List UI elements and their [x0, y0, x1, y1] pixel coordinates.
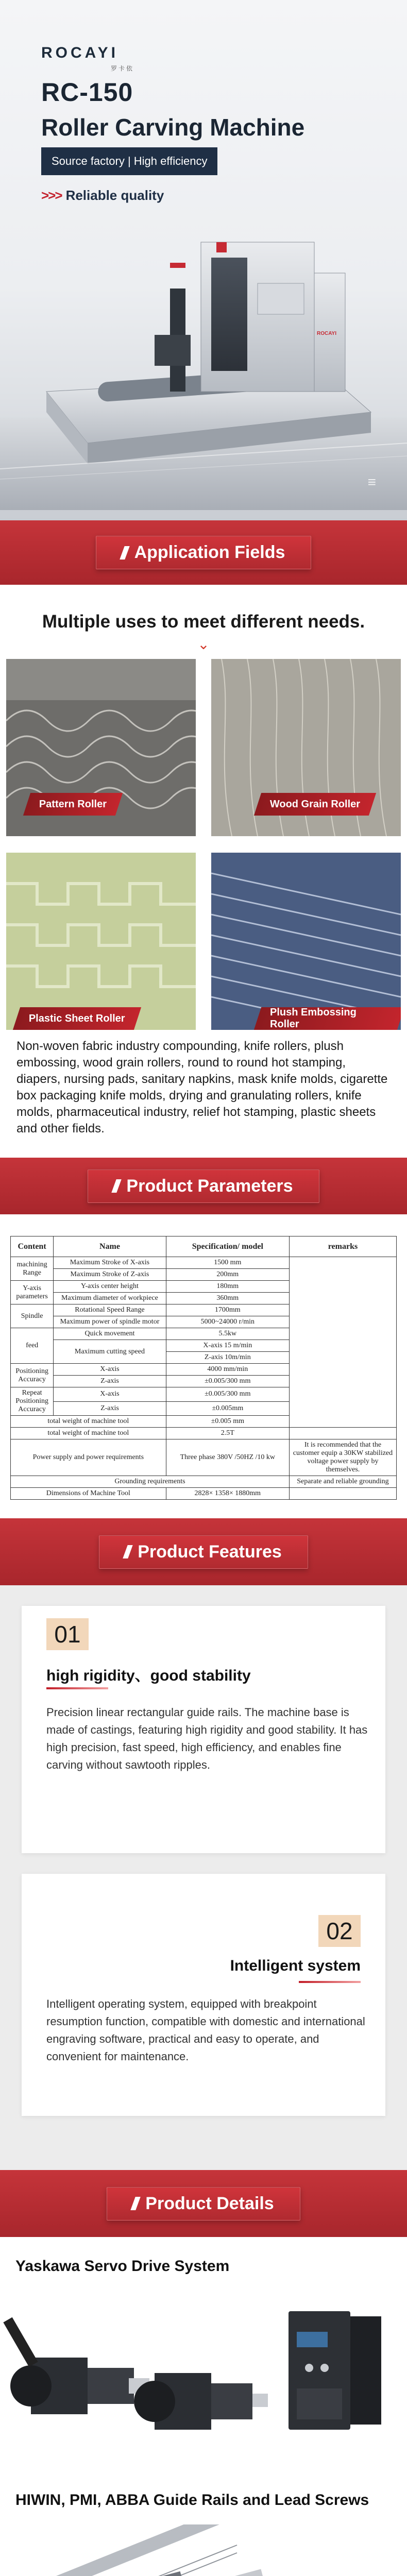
table-cell: Z-axis [54, 1401, 166, 1416]
details-banner [0, 2170, 407, 2237]
detail-title-guide-rails: HIWIN, PMI, ABBA Guide Rails and Lead Screws [15, 2492, 369, 2509]
machine-nameplate: ROCAYI [317, 331, 336, 336]
table-cell: 360mm [166, 1293, 289, 1304]
feature-card-1 [22, 1606, 385, 1853]
features-section [0, 1518, 407, 2170]
feature-title: Intelligent system [230, 1957, 361, 1974]
table-cell: total weight of machine tool [11, 1416, 166, 1428]
application-banner [0, 520, 407, 585]
table-cell: ±0.005/300 mm [166, 1387, 289, 1402]
guide-rails-illustration [0, 2524, 407, 2576]
application-title: Application Fields [134, 543, 285, 562]
table-cell: Z-axis [54, 1376, 166, 1387]
table-row [11, 1428, 397, 1439]
feature-text: Precision linear rectangular guide rails. The machine base is made of castings, featuring high rigidity and good stability. It has high precision, fast speed, high efficiency, and enables fine carving without sawtooth ripples. [46, 1706, 368, 1771]
app-label-text: Pattern Roller [39, 798, 107, 810]
plastic-sheet-roller-image [6, 853, 196, 1030]
table-header: Name [54, 1236, 166, 1257]
pattern-roller-card [6, 659, 196, 836]
table-cell: Maximum power of spindle motor [54, 1316, 166, 1328]
parameters-table-wrap [0, 1214, 407, 1500]
wood-grain-roller-card [211, 659, 401, 836]
feature-title: high rigidity、good stability [46, 1667, 251, 1684]
table-cell: ±0.005/300 mm [166, 1376, 289, 1387]
table-cell: 5.5kw [166, 1328, 289, 1340]
machine-image [0, 222, 407, 510]
application-description: Non-woven fabric industry compounding, knife rollers, plush embossing, wood grain rollers, round to round hot stamping, diapers, nursing pads, sanitary napkins, mask knife molds, cigarette box packaging knife molds, drying and granulating rollers, knife molds, pharmaceutical industry, relief hot stamping, plastic sheets and other fields. [16, 1039, 388, 1136]
servo-motor-illustration [0, 2296, 407, 2466]
table-cell: Separate and reliable grounding [289, 1476, 396, 1488]
banner-slash-icon [112, 1179, 122, 1193]
table-cell: Maximum Stroke of Z-axis [54, 1269, 166, 1281]
servo-drive-image [0, 2296, 407, 2466]
table-cell [289, 1488, 396, 1500]
table-cell: Three phase 380V /50HZ /10 kw [166, 1439, 289, 1476]
product-title: Roller Carving Machine [41, 114, 305, 141]
table-header: remarks [289, 1236, 396, 1257]
table-cell: Maximum diameter of workpiece [54, 1293, 166, 1304]
feature-underline [299, 1981, 361, 1983]
details-banner-pill [107, 2187, 300, 2221]
table-cell: 1500 mm [166, 1257, 289, 1269]
product-model: RC-150 [41, 78, 133, 107]
app-label-text: Plastic Sheet Roller [29, 1012, 125, 1024]
banner-slash-icon [123, 1545, 132, 1558]
parameters-banner [0, 1158, 407, 1214]
table-cell: total weight of machine tool [11, 1428, 166, 1439]
guide-rails-image [0, 2524, 407, 2576]
table-cell: feed [11, 1328, 54, 1364]
details-section [0, 2170, 407, 2576]
table-cell [289, 1428, 396, 1439]
app-label-plush-embossing [254, 1007, 401, 1030]
table-cell: 180mm [166, 1281, 289, 1293]
table-header: Specification/ model [166, 1236, 289, 1257]
feature-number: 01 [46, 1618, 89, 1650]
brand-cn: 罗卡依 [111, 65, 134, 72]
feature-card-2 [22, 1874, 385, 2116]
app-label-text: Wood Grain Roller [270, 798, 361, 810]
feature-text: Intelligent operating system, equipped with breakpoint resumption function, compatible with domestic and international engraving software, practical and easy to operate, and convenient for maintenance. [46, 1997, 365, 2063]
table-cell: 4000 mm/min [166, 1364, 289, 1376]
table-header: Content [11, 1236, 54, 1257]
table-cell: It is recommended that the customer equip a 30KW stabilized voltage power supply by themselves. [289, 1439, 396, 1476]
table-cell: X-axis [54, 1387, 166, 1402]
table-cell [289, 1257, 396, 1428]
table-cell: Grounding requirements [11, 1476, 290, 1488]
table-cell: Maximum Stroke of X-axis [54, 1257, 166, 1269]
table-cell: Power supply and power requirements [11, 1439, 166, 1476]
table-cell: Rotational Speed Range [54, 1304, 166, 1316]
table-cell: Maximum cutting speed [54, 1340, 166, 1364]
reliable-quality [41, 188, 164, 204]
plush-embossing-roller-image [211, 853, 401, 1030]
plastic-sheet-roller-card [6, 853, 196, 1030]
table-cell: Positioning Accuracy [11, 1364, 54, 1387]
app-label-plastic-sheet [13, 1007, 141, 1030]
app-label-wood-grain [254, 793, 376, 816]
reliable-text: Reliable quality [65, 188, 164, 203]
table-cell: X-axis 15 m/min [166, 1340, 289, 1352]
table-row [11, 1488, 397, 1500]
banner-slash-icon [120, 546, 129, 560]
table-cell: Dimensions of Machine Tool [11, 1488, 166, 1500]
table-cell: Y-axis parameters [11, 1281, 54, 1304]
table-cell: machining Range [11, 1257, 54, 1281]
application-banner-pill [96, 536, 312, 569]
menu-lines-icon: ≡ [367, 474, 376, 490]
parameters-title: Product Parameters [126, 1176, 293, 1196]
feature-number: 02 [318, 1915, 361, 1947]
application-grid [0, 659, 407, 1030]
application-section [0, 520, 407, 1137]
detail-title-servo: Yaskawa Servo Drive System [15, 2258, 230, 2275]
brand-logo [41, 44, 118, 62]
table-cell: 2.5T [166, 1428, 289, 1439]
features-banner-pill [99, 1535, 308, 1569]
table-cell: 2828× 1358× 1880mm [166, 1488, 289, 1500]
details-title: Product Details [145, 2193, 274, 2213]
tagline-badge: Source factory | High efficiency [41, 147, 217, 175]
application-subtitle: Multiple uses to meet different needs. [42, 612, 365, 632]
table-cell: 1700mm [166, 1304, 289, 1316]
brand-wordmark: ROCAYI [41, 44, 118, 61]
app-label-pattern [23, 793, 123, 816]
hero-section [0, 0, 407, 520]
table-cell: Z-axis 10m/min [166, 1352, 289, 1364]
table-cell: X-axis [54, 1364, 166, 1376]
triple-arrow-icon: >>> [41, 188, 62, 203]
features-title: Product Features [138, 1541, 282, 1562]
features-banner [0, 1518, 407, 1585]
table-cell: 5000~24000 r/min [166, 1316, 289, 1328]
table-header-row [11, 1236, 397, 1257]
table-cell: 200mm [166, 1269, 289, 1281]
table-cell: Repeat Positioning Accuracy [11, 1387, 54, 1416]
chevron-down-icon: ⌄ [197, 636, 210, 652]
table-cell: Quick movement [54, 1328, 166, 1340]
feature-underline [46, 1687, 108, 1689]
table-row [11, 1257, 397, 1269]
table-cell: ±0.005 mm [166, 1416, 289, 1428]
features-body [0, 1585, 407, 2170]
parameters-banner-pill [88, 1170, 319, 1203]
table-row [11, 1476, 397, 1488]
table-row [11, 1439, 397, 1476]
banner-slash-icon [131, 2197, 141, 2210]
table-cell: Spindle [11, 1304, 54, 1328]
table-cell: ±0.005mm [166, 1401, 289, 1416]
app-label-text: Plush Embossing Roller [270, 1007, 357, 1030]
plush-embossing-roller-card [211, 853, 401, 1030]
table-cell: Y-axis center height [54, 1281, 166, 1293]
parameters-table [10, 1236, 397, 1500]
parameters-section [0, 1158, 407, 1500]
